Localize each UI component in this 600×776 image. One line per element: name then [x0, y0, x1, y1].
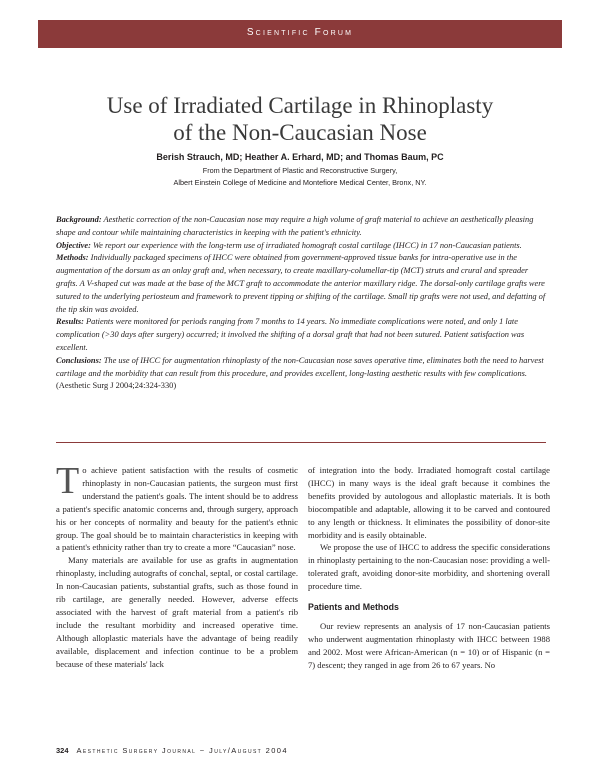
page-footer [56, 746, 288, 755]
background-label: Background: [56, 215, 102, 224]
background-text: Aesthetic correction of the non-Caucasian nose may require a high volume of graft material to achieve an aesthetically pleasing shape and contour while maintaining characteristics in keeping with the patient's ethnicity. [56, 215, 534, 237]
conclusions-label: Conclusions: [56, 355, 102, 365]
affiliation-line-1: From the Department of Plastic and Reconstructive Surgery, [202, 166, 398, 175]
conclusions-text: The use of IHCC for augmentation rhinoplasty of the non-Caucasian nose saves operative time, eliminates both the need to harvest cartilage and the morbidity that can result from this procedure, and provides excellent, long-lasting aesthetic results with few complications. [56, 355, 544, 378]
article-title [40, 92, 560, 146]
body-column-left [56, 460, 298, 671]
body-column-right [308, 464, 550, 672]
abstract-conclusions [56, 355, 546, 393]
author-list: Berish Strauch, MD; Heather A. Erhard, MD; and Thomas Baum, PC [156, 152, 444, 162]
abstract-background [56, 214, 546, 240]
citation: (Aesthetic Surg J 2004;24:324-330) [56, 381, 177, 391]
abstract-objective [56, 240, 546, 253]
section-heading: Patients and Methods [308, 602, 399, 613]
affiliation-line-2: Albert Einstein College of Medicine and Montefiore Medical Center, Bronx, NY. [173, 178, 427, 187]
section-label: Scientific Forum [246, 27, 354, 38]
intro-paragraph [56, 460, 298, 554]
results-text: Patients were monitored for periods ranging from 7 months to 14 years. No immediate complications were noted, and only 1 late complication (>30 days after surgery) occurred; it involved the shifting of a dorsal graft that had not been sutured. Patient satisfaction was excellent. [56, 317, 525, 352]
body-paragraph: Our review represents an analysis of 17 non-Caucasian patients who underwent augmentation rhinoplasty with IHCC between 1988 and 2002. Most were African-American (n = 10) or of Hispanic (n = 7) descent; they ranged in age from 26 to 67 years. No [308, 620, 550, 670]
objective-label: Objective: [56, 240, 91, 250]
methods-label: Methods: [56, 253, 89, 263]
abstract-results [56, 316, 546, 354]
drop-cap: T [56, 460, 80, 502]
body-paragraph: We propose the use of IHCC to address the specific considerations in rhinoplasty pertaining to the non-Caucasian nose: providing a well-tolerated graft, avoiding donor-site morbidity, and shortening overall procedure time. [308, 542, 550, 592]
body-paragraph: Many materials are available for use as grafts in augmentation rhinoplasty, including autografts of conchal, septal, or costal cartilage. In non-Caucasian patients, substantial grafts, such as those found in rib cartilage, are generally needed. However, adverse effects associated with the harvest of graft material from a patient's rib include the resultant morbidity and increased operative time. Although alloplastic materials have the advantage of being readily available, displacement and infection continue to be a problem because of these materials' lack [56, 555, 298, 669]
abstract [56, 214, 546, 393]
journal-name: Aesthetic Surgery Journal ~ July/August 2004 [76, 746, 288, 755]
abstract-methods [56, 252, 546, 316]
title-line-1: Use of Irradiated Cartilage in Rhinoplasty [106, 93, 494, 118]
section-band [38, 20, 562, 48]
body-paragraph: of integration into the body. Irradiated homograft costal cartilage (IHCC) in many ways is the ideal graft because it combines the benefits provided by autologous and alloplastic materials. It is both biocompatible and adaptable, allowing it to be carved and contoured to any length or thickness. It eliminates the possibility of donor-site morbidity and is easily obtainable. [308, 465, 550, 540]
intro-text: o achieve patient satisfaction with the results of cosmetic rhinoplasty in non-Caucasian patients, the surgeon must first understand the patient's goals. The intent should be to address a patient's specific anatomic concerns and, through surgery, approach his or her concepts of normality and beauty for the patient's ethnic group. The goal should be to maintain characteristics in keeping with a patient's ethnicity rather than try to create a more “Caucasian” nose. [56, 465, 298, 553]
methods-text: Individually packaged specimens of IHCC were obtained from government-approved tissue banks for intra-operative use in the augmentation of the dorsum as an onlay graft and, when necessary, to create maxillary-columellar-tip (MCT) struts and crural and spreader grafts. A V-shaped cut was made at the base of the MCT graft to accommodate the anterior maxillary ridge. The dorsal-only cartilage grafts were sutured to the underlying periosteum and framework to prevent tipping or shifting of the cartilage. Small tip grafts were not used, and defatting of the tip skin was avoided. [56, 253, 546, 314]
results-label: Results: [56, 317, 84, 327]
abstract-divider [56, 442, 546, 443]
objective-text: We report our experience with the long-term use of irradiated homograft costal cartilage (IHCC) in 17 non-Caucasian patients. [90, 240, 522, 250]
title-line-2: of the Non-Caucasian Nose [173, 120, 427, 145]
page-number: 324 [56, 746, 69, 755]
